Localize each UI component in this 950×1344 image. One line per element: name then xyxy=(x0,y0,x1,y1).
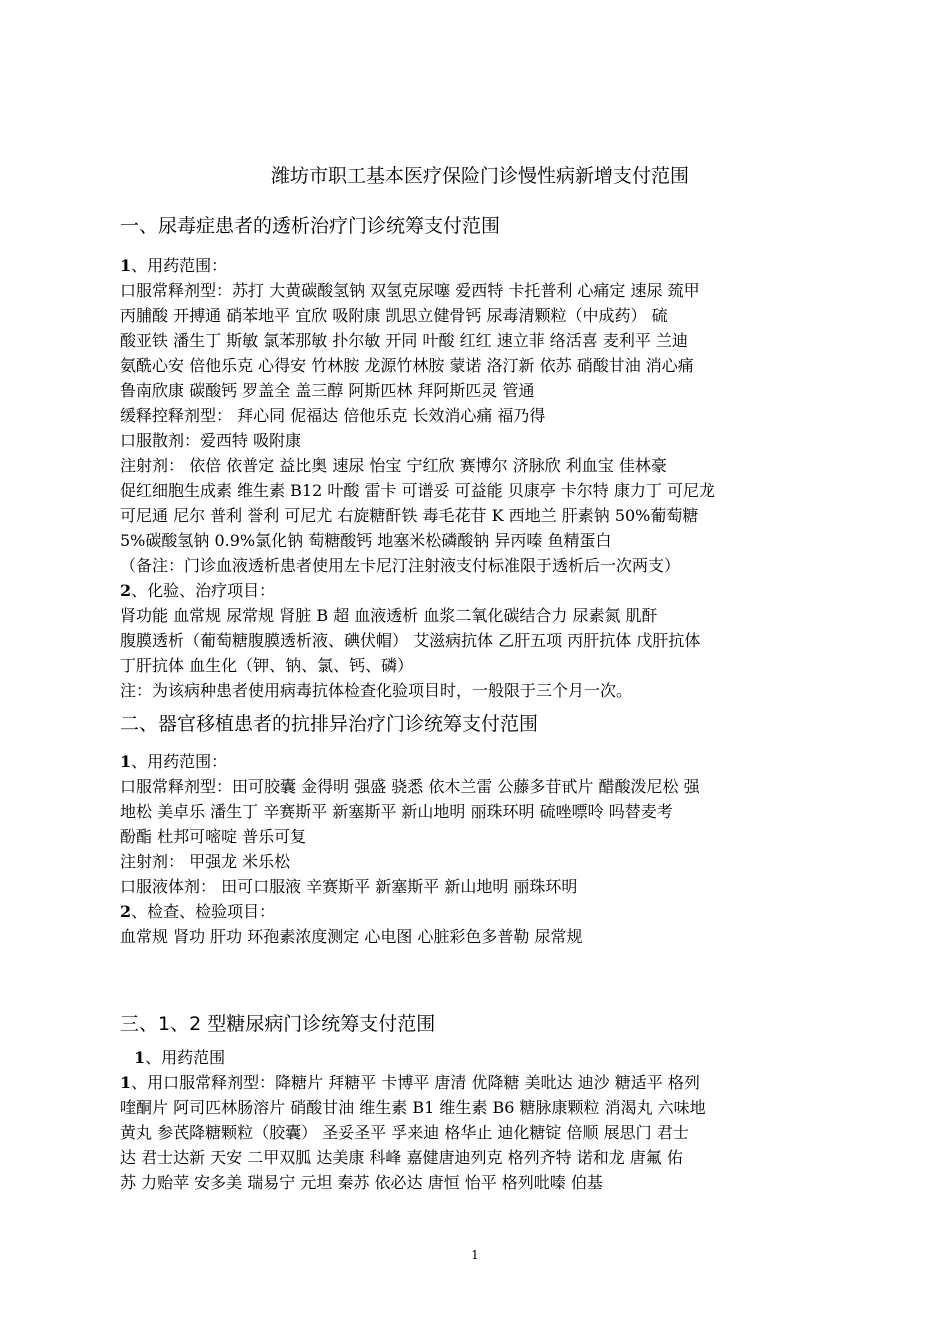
section-1-line: 可尼通 尼尔 普利 誉利 可尼尤 右旋糖酐铁 毒毛花苷 K 西地兰 肝素钠 50%葡萄糖 xyxy=(120,506,699,525)
section-3-heading: 三、1、2 型糖尿病门诊统筹支付范围 xyxy=(120,1013,436,1035)
section-1-line: 5%碳酸氢钠 0.9%氯化钠 萄糖酸钙 地塞米松磷酸钠 异丙嗪 鱼精蛋白 xyxy=(120,531,612,550)
section-2-heading: 二、器官移植患者的抗排异治疗门诊统筹支付范围 xyxy=(120,713,539,735)
section-2-line: 口服常释剂型：田可胶囊 金得明 强盛 骁悉 依木兰雷 公藤多苷甙片 醋酸泼尼松 强 xyxy=(120,777,700,796)
section-2-test-line: 血常规 肾功 肝功 环孢素浓度测定 心电图 心脏彩色多普勒 尿常规 xyxy=(120,927,583,946)
section-3-drugs-subheading: 1、用药范围 xyxy=(134,1048,226,1067)
section-3-line: 苏 力贻苹 安多美 瑞易宁 元坦 秦苏 依必达 唐恒 怡平 格列吡嗪 伯基 xyxy=(120,1173,603,1192)
section-1-line: 鲁南欣康 碳酸钙 罗盖全 盖三醇 阿斯匹林 拜阿斯匹灵 管通 xyxy=(120,381,535,400)
section-1-remark: （备注：门诊血液透析患者使用左卡尼汀注射液支付标准限于透析后一次两支） xyxy=(120,556,681,575)
section-1-line: 丙脯酸 开搏通 硝苯地平 宜欣 吸附康 凯思立健骨钙 尿毒清颗粒（中成药） 硫 xyxy=(120,306,668,325)
section-2-line: 注射剂： 甲强龙 米乐松 xyxy=(120,852,291,871)
section-3-line: 喹酮片 阿司匹林肠溶片 硝酸甘油 维生素 B1 维生素 B6 糖脉康颗粒 消渴丸 六味地 xyxy=(120,1098,706,1117)
section-1-drugs-subheading: 1、用药范围： xyxy=(120,256,228,275)
section-3-line: 1、用口服常释剂型：降糖片 拜糖平 卡博平 唐清 优降糖 美吡达 迪沙 糖适平 格列 xyxy=(120,1073,700,1092)
section-1-test-line: 肾功能 血常规 尿常规 肾脏 B 超 血液透析 血浆二氧化碳结合力 尿素氮 肌酐 xyxy=(120,606,658,625)
page-number: 1 xyxy=(471,1248,479,1262)
section-1-heading: 一、尿毒症患者的透析治疗门诊统筹支付范围 xyxy=(120,215,501,237)
section-2-body xyxy=(120,749,842,949)
document-title: 潍坊市职工基本医疗保险门诊慢性病新增支付范围 xyxy=(270,165,689,187)
section-1-test-line: 丁肝抗体 血生化（钾、钠、氯、钙、磷） xyxy=(120,656,414,675)
section-3-line: 黄丸 参芪降糖颗粒（胶囊） 圣妥圣平 孚来迪 格华止 迪化糖锭 倍顺 展思门 君士 xyxy=(120,1123,689,1142)
section-1-line: 注射剂： 依倍 依普定 益比奥 速尿 怡宝 宁红欣 赛博尔 济脉欣 利血宝 佳林豪 xyxy=(120,456,667,475)
section-2-tests-subheading: 2、检查、检验项目： xyxy=(120,902,276,921)
section-1-line: 缓释控释剂型： 拜心同 伲福达 倍他乐克 长效消心痛 福乃得 xyxy=(120,406,546,425)
section-1-note: 注：为该病种患者使用病毒抗体检查化验项目时，一般限于三个月一次。 xyxy=(120,681,633,700)
section-1-line: 口服常释剂型：苏打 大黄碳酸氢钠 双氢克尿噻 爱西特 卡托普利 心痛定 速尿 巯甲 xyxy=(120,281,700,300)
section-3-line: 达 君士达新 天安 二甲双胍 达美康 科峰 嘉健唐迪列克 格列齐特 诺和龙 唐氟 佑 xyxy=(120,1148,683,1167)
section-1-tests-subheading: 2、化验、治疗项目： xyxy=(120,581,276,600)
section-2-line: 酚酯 杜邦可嘧啶 普乐可复 xyxy=(120,827,307,846)
section-1-test-line: 腹膜透析（葡萄糖腹膜透析液、碘伏帽） 艾滋病抗体 乙肝五项 丙肝抗体 戊肝抗体 xyxy=(120,631,701,650)
section-1-line: 促红细胞生成素 维生素 B12 叶酸 雷卡 可谱妥 可益能 贝康亭 卡尔特 康力丁 可尼龙 xyxy=(120,481,715,500)
section-3-body xyxy=(120,1045,842,1195)
section-1-line: 氨酰心安 倍他乐克 心得安 竹林胺 龙源竹林胺 蒙诺 洛汀新 依苏 硝酸甘油 消心痛 xyxy=(120,356,694,375)
section-2-line: 口服液体剂： 田可口服液 辛赛斯平 新塞斯平 新山地明 丽珠环明 xyxy=(120,877,578,896)
section-1-line: 酸亚铁 潘生丁 斯敏 氯苯那敏 扑尔敏 开同 叶酸 红红 速立菲 络活喜 麦利平 兰迪 xyxy=(120,331,688,350)
section-1-body xyxy=(120,253,842,703)
section-2-line: 地松 美卓乐 潘生丁 辛赛斯平 新塞斯平 新山地明 丽珠环明 硫唑嘌呤 吗替麦考 xyxy=(120,802,673,821)
section-2-drugs-subheading: 1、用药范围： xyxy=(120,752,228,771)
section-1-line: 口服散剂：爱西特 吸附康 xyxy=(120,431,302,450)
